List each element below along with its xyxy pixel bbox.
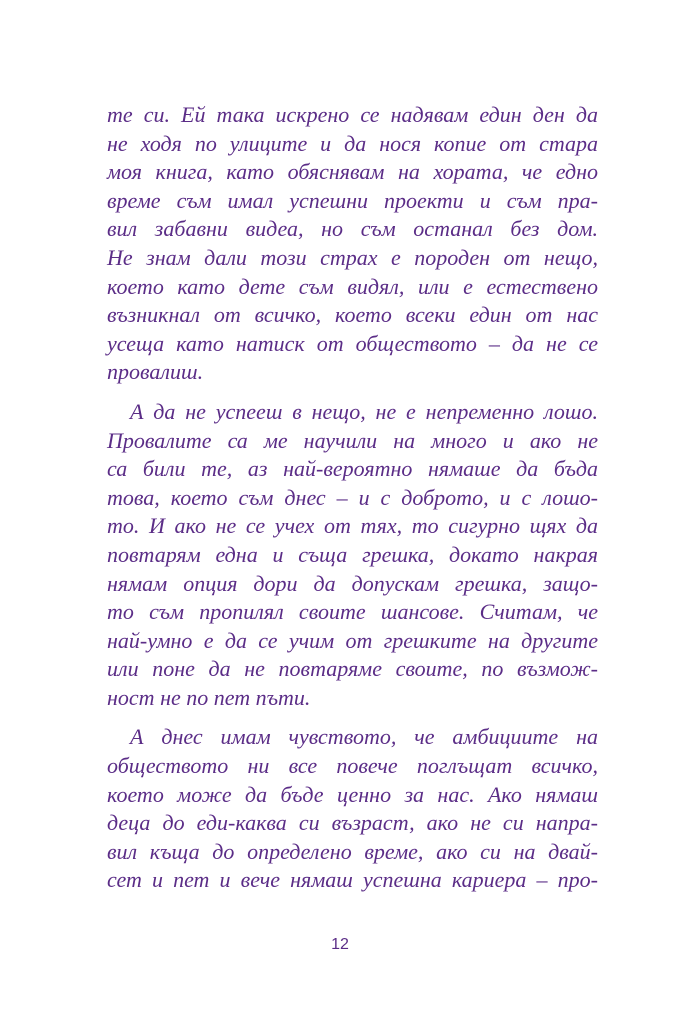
text-line: те си. Ей така искрено се надявам един ден да [107, 102, 598, 127]
text-line: или поне да не повтаряме своите, по възмож- [107, 656, 598, 682]
text-line: вил забавни видеа, но съм останал без дом. [107, 216, 598, 242]
page-number: 12 [331, 936, 349, 953]
text-line: ност не по пет пъти. [107, 684, 311, 710]
text-line: Провалите са ме научили на много и ако не [107, 427, 598, 453]
text-line: което като дете съм видял, или е естествено [107, 273, 598, 299]
text-line: което може да бъде ценно за нас. Ако нямаш [107, 781, 598, 807]
paragraph [107, 398, 598, 713]
text-line: усеща като натиск от обществото – да не се [107, 330, 598, 356]
paragraph [107, 723, 598, 895]
text-line: възникнал от всичко, което всеки един от нас [107, 302, 598, 328]
text-line: нямам опция дори да допускам грешка, защо- [107, 570, 598, 596]
text-line: А днес имам чувството, че амбициите на [130, 724, 598, 750]
text-line: това, което съм днес – и с доброто, и с лошо- [107, 484, 598, 510]
text-line: вил къща до определено време, ако си на двай- [107, 838, 598, 864]
text-line: време съм имал успешни проекти и съм пра- [107, 187, 598, 213]
text-line: най-умно е да се учим от грешките на другите [107, 627, 598, 653]
text-line: повтарям една и съща грешка, докато накрая [107, 541, 598, 567]
text-line: то съм пропилял своите шансове. Считам, че [107, 599, 598, 625]
paragraph [107, 101, 598, 387]
text-line: провалиш. [107, 359, 204, 385]
text-line: то. И ако не се учех от тях, то сигурно щях да [107, 513, 598, 539]
text-line: не ходя по улиците и да нося копие от стара [107, 130, 598, 156]
text-line: сет и пет и вече нямаш успешна кариера – про- [107, 867, 598, 893]
text-line: моя книга, като обяснявам на хората, че едно [107, 159, 598, 185]
text-line: А да не успееш в нещо, не е непременно лошо. [130, 398, 598, 424]
text-line: Не знам дали този страх е породен от нещо, [107, 244, 598, 270]
text-line: са били те, аз най-вероятно нямаше да бъда [107, 456, 598, 482]
body-text [107, 101, 598, 906]
text-line: деца до еди-каква си възраст, ако не си напра- [107, 810, 598, 836]
text-line: обществото ни все повече поглъщат всичко, [107, 753, 598, 779]
